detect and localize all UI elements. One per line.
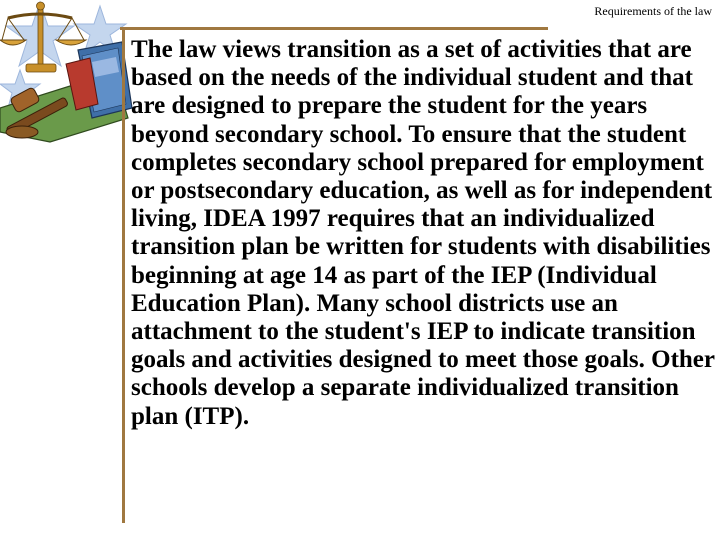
top-rule bbox=[120, 27, 548, 30]
slide-header-title: Requirements of the law bbox=[594, 4, 712, 18]
law-scales-gavel-book-icon bbox=[0, 0, 140, 150]
side-rule bbox=[122, 27, 125, 523]
slide-body-text: The law views transition as a set of activities that are based on the needs of the individual student and that are designed to prepare the student for the years beyond secondary school. To ensure that the student completes secondary school prepared for employment or postsecondary education, as well as for independent living, IDEA 1997 requires that an individualized transition plan be written for students with disabilities beginning at age 14 as part of the IEP (Individual Education Plan). Many school districts use an attachment to the student's IEP to indicate transition goals and activities designed to meet those goals. Other schools develop a separate individualized transition plan (ITP). bbox=[131, 36, 715, 430]
